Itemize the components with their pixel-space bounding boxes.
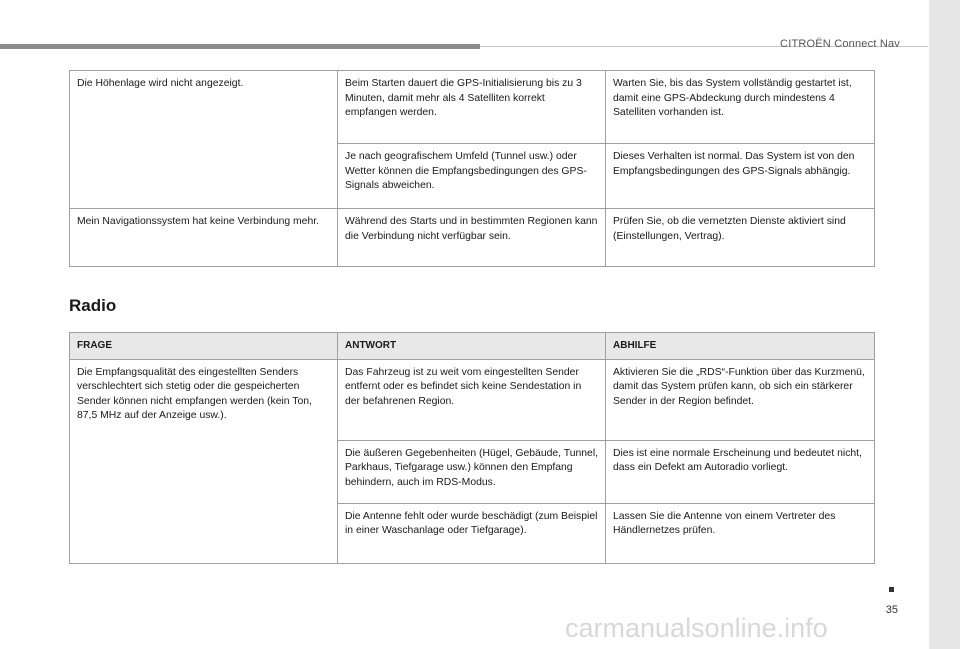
page-number: 35 bbox=[885, 604, 898, 616]
page-marker bbox=[889, 587, 894, 592]
section-heading-radio: Radio bbox=[69, 296, 117, 315]
table-row bbox=[70, 71, 875, 144]
running-header: CITROËN Connect Nav bbox=[780, 38, 900, 50]
table-header-row bbox=[70, 333, 875, 360]
gps-troubleshooting-table bbox=[69, 70, 875, 267]
remedy-cell: Aktivieren Sie die „RDS“-Funktion über das Kurzmenü, damit das System prüfen kann, ob sich ein stärkerer Sender in der Region befindet. bbox=[606, 359, 875, 440]
answer-cell: Die Antenne fehlt oder wurde beschädigt (zum Beispiel in einer Waschanlage oder Tiefgarage). bbox=[338, 503, 606, 563]
table-row bbox=[70, 359, 875, 440]
answer-cell: Das Fahrzeug ist zu weit vom eingestellten Sender entfernt oder es befindet sich keine Sendestation in der befahrenen Region. bbox=[338, 359, 606, 440]
answer-cell: Beim Starten dauert die GPS-Initialisierung bis zu 3 Minuten, damit mehr als 4 Satelliten korrekt empfangen werden. bbox=[338, 71, 606, 144]
table-row bbox=[70, 209, 875, 267]
answer-cell: Je nach geografischem Umfeld (Tunnel usw.) oder Wetter können die Empfangsbedingungen des GPS-Signals abweichen. bbox=[338, 144, 606, 209]
column-header-abhilfe: ABHILFE bbox=[606, 333, 875, 360]
column-header-frage: FRAGE bbox=[70, 333, 338, 360]
side-strip bbox=[929, 0, 960, 649]
question-cell: Mein Navigationssystem hat keine Verbindung mehr. bbox=[70, 209, 338, 267]
remedy-cell: Dieses Verhalten ist normal. Das System ist von den Empfangsbedingungen des GPS-Signals abhängig. bbox=[606, 144, 875, 209]
header-rule bbox=[0, 44, 480, 49]
remedy-cell: Warten Sie, bis das System vollständig gestartet ist, damit eine GPS-Abdeckung durch mindestens 4 Satelliten vorhanden ist. bbox=[606, 71, 875, 144]
answer-cell: Die äußeren Gegebenheiten (Hügel, Gebäude, Tunnel, Parkhaus, Tiefgarage usw.) können den Empfang behindern, auch im RDS-Modus. bbox=[338, 440, 606, 503]
question-cell: Die Empfangsqualität des eingestellten Senders verschlechtert sich stetig oder die gespeicherten Sender können nicht empfangen werden (kein Ton, 87,5 MHz auf der Anzeige usw.). bbox=[70, 359, 338, 563]
watermark: carmanualsonline.info bbox=[565, 613, 828, 643]
remedy-cell: Dies ist eine normale Erscheinung und bedeutet nicht, dass ein Defekt am Autoradio vorliegt. bbox=[606, 440, 875, 503]
column-header-antwort: ANTWORT bbox=[338, 333, 606, 360]
remedy-cell: Prüfen Sie, ob die vernetzten Dienste aktiviert sind (Einstellungen, Vertrag). bbox=[606, 209, 875, 267]
question-cell: Die Höhenlage wird nicht angezeigt. bbox=[70, 71, 338, 209]
remedy-cell: Lassen Sie die Antenne von einem Vertreter des Händlernetzes prüfen. bbox=[606, 503, 875, 563]
radio-troubleshooting-table bbox=[69, 332, 875, 564]
answer-cell: Während des Starts und in bestimmten Regionen kann die Verbindung nicht verfügbar sein. bbox=[338, 209, 606, 267]
